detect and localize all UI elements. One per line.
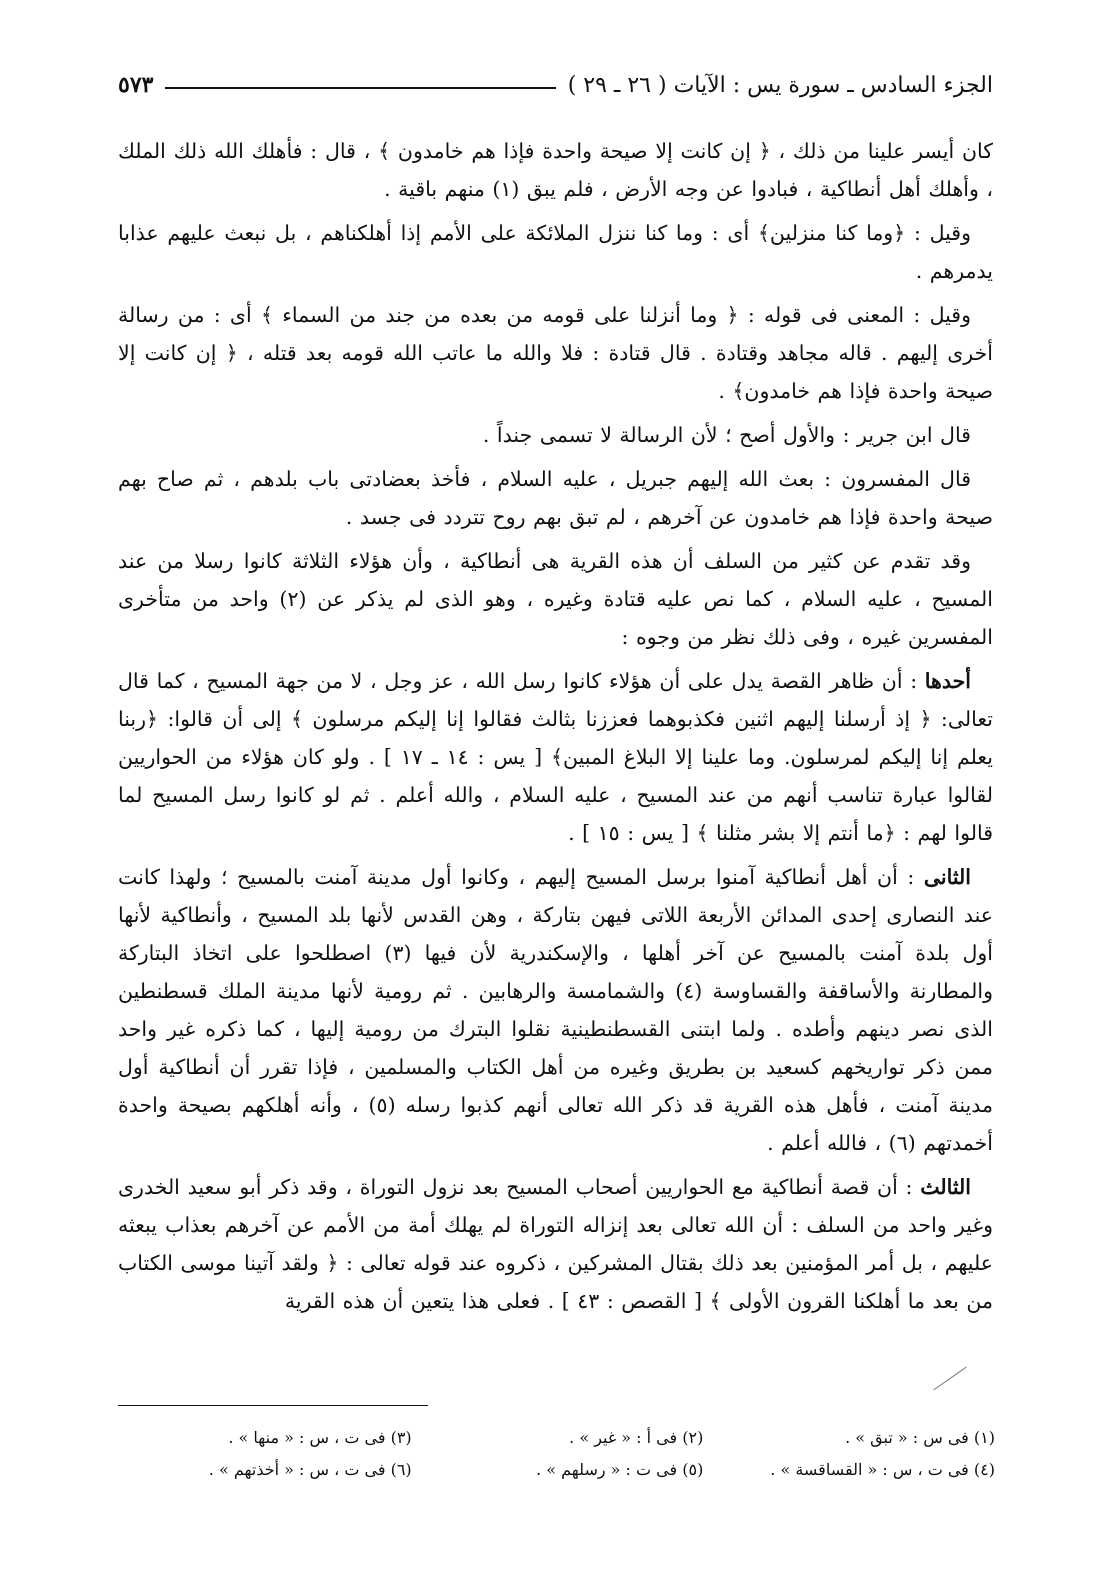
paragraph [118, 214, 993, 290]
footnote: (٣) فى ت ، س : « منها » . [228, 1428, 412, 1447]
page-header [118, 72, 993, 98]
paragraph-text: قال ابن جرير : والأول أصح ؛ لأن الرسالة لا تسمى جنداً . [482, 423, 971, 447]
paragraph [118, 460, 993, 536]
footnote: (٤) فى ت ، س : « القساقسة » . [770, 1460, 995, 1479]
paragraph-second-aspect [118, 858, 993, 1162]
paragraph [118, 542, 993, 656]
paragraph-third-aspect [118, 1168, 993, 1320]
pencil-mark [933, 1367, 966, 1391]
footnotes [120, 1425, 995, 1483]
paragraph-text: قال المفسرون : بعث الله إليهم جبريل ، عليه السلام ، فأخذ بعضادتى باب بلدهم ، ثم صاح بهم صيحة واحدة فإذا هم خامدون عن آخرهم ، لم تبق بهم روح تتردد فى جسد . [118, 467, 993, 529]
paragraph-text: وقد تقدم عن كثير من السلف أن هذه القرية هى أنطاكية ، وأن هؤلاء الثلاثة كانوا رسلا من عند المسيح ، عليه السلام ، كما نص عليه قتادة وغيره ، وهو الذى لم يذكر عن (٢) واحد من متأخرى المفسرين غيره ، وفى ذلك نظر من وجوه : [118, 549, 993, 649]
running-title: الجزء السادس ـ سورة يس : الآيات ( ٢٦ ـ ٢٩ ) [567, 73, 993, 98]
page-number: ٥٧٣ [118, 72, 154, 98]
main-text [118, 132, 993, 1320]
paragraph [118, 296, 993, 410]
header-rule [165, 87, 555, 89]
paragraph-text: وقيل : ﴿وما كنا منزلين﴾ أى : وما كنا ننزل الملائكة على الأمم إذا أهلكناهم ، بل نبعث عليهم عذابا يدمرهم . [118, 221, 993, 283]
paragraph [118, 416, 993, 454]
paragraph-text: : أن أهل أنطاكية آمنوا برسل المسيح إليهم ، وكانوا أول مدينة آمنت بالمسيح ؛ ولهذا كانت عند النصارى إحدى المدائن الأربعة اللاتى فيهن بتاركة ، وهن القدس لأنها بلد المسيح ، وأنطاكية لأنها أول بلدة آمنت بالمسيح عن آخر أهلها ، والإسكندرية لأن فيها (٣) اصطلحوا على اتخاذ البتاركة والمطارنة والأساقفة والقساوسة (٤) والشمامسة والرهابين . ثم رومية لأنها مدينة الملك قسطنطين الذى نصر دينهم وأطده . ولما ابتنى القسطنطينية نقلوا البترك من رومية إليها ، كما ذكره غير واحد ممن ذكر تواريخهم كسعيد بن بطريق وغيره من أهل الكتاب والمسلمين ، فإذا تقرر أن أنطاكية أول مدينة آمنت ، فأهل هذه القرية قد ذكر الله تعالى أنهم كذبوا رسله (٥) ، وأنه أهلكهم بصيحة واحدة أخمدتهم (٦) ، فالله أعلم . [118, 865, 994, 1155]
paragraph [118, 132, 993, 208]
paragraph-text: وقيل : المعنى فى قوله : ﴿ وما أنزلنا على قومه من بعده من جند من السماء ﴾ أى : من رسالة أخرى إليهم . قاله مجاهد وقتادة . قال قتادة : فلا والله ما عاتب الله قومه بعد قتله ، ﴿ إن كانت إلا صيحة واحدة فإذا هم خامدون﴾ . [118, 303, 993, 403]
paragraph-first-aspect [118, 662, 993, 852]
footnote: (٥) فى ت : « رسلهم » . [536, 1460, 704, 1479]
footnote: (١) فى س : « تبق » . [845, 1428, 995, 1447]
footnote: (٢) فى أ : « غير » . [569, 1428, 704, 1447]
paragraph-lead: الثالث [920, 1175, 971, 1199]
footnote-separator [118, 1405, 428, 1406]
paragraph-text: كان أيسر علينا من ذلك ، ﴿ إن كانت إلا صيحة واحدة فإذا هم خامدون ﴾ ، قال : فأهلك الله ذلك الملك ، وأهلك أهل أنطاكية ، فبادوا عن وجه الأرض ، فلم يبق (١) منهم باقية . [118, 139, 993, 201]
paragraph-lead: أحدها [924, 669, 971, 693]
paragraph-text: : أن ظاهر القصة يدل على أن هؤلاء كانوا رسل الله ، عز وجل ، لا من جهة المسيح ، كما قال تعالى: ﴿ إذ أرسلنا إليهم اثنين فكذبوهما فعززنا بثالث فقالوا إنا إليكم مرسلون ﴾ إلى أن قالوا: ﴿ربنا يعلم إنا إليكم لمرسلون. وما علينا إلا البلاغ المبين﴾ [ يس : ١٤ ـ ١٧ ] . ولو كان هؤلاء من الحواريين لقالوا عبارة تناسب أنهم من عند المسيح ، عليه السلام ، والله أعلم . ثم لو كانوا رسل المسيح لما قالوا لهم : ﴿ما أنتم إلا بشر مثلنا ﴾ [ يس : ١٥ ] . [118, 669, 994, 845]
paragraph-lead: الثانى [923, 865, 971, 889]
paragraph-text: : أن قصة أنطاكية مع الحواريين أصحاب المسيح بعد نزول التوراة ، وقد ذكر أبو سعيد الخدرى وغير واحد من السلف : أن الله تعالى بعد إنزاله التوراة لم يهلك أمة من الأمم عن آخرهم بعذاب يبعثه عليهم ، بل أمر المؤمنين بعد ذلك بقتال المشركين ، ذكروه عند قوله تعالى : ﴿ ولقد آتينا موسى الكتاب من بعد ما أهلكنا القرون الأولى ﴾ [ القصص : ٤٣ ] . فعلى هذا يتعين أن هذه القرية [118, 1175, 993, 1313]
footnote: (٦) فى ت ، س : « أخذتهم » . [208, 1460, 412, 1479]
